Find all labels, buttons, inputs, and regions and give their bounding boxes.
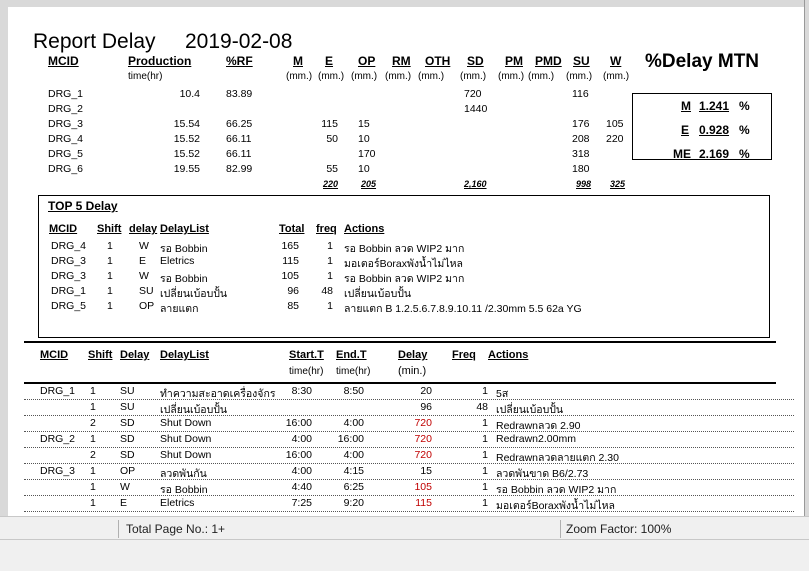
mtn-title: %Delay MTN <box>645 51 760 72</box>
top5-cell-actions: ลายแตก B 1.2.5.6.7.8.9.10.11 /2.30mm 5.5 62a YG <box>344 303 582 315</box>
top5-cell-total: 105 <box>281 270 299 282</box>
detail-cell-freq: 1 <box>482 449 488 461</box>
total-page-number: Total Page No.: 1+ <box>126 522 226 536</box>
col-pmd-unit: (mm.) <box>528 71 555 82</box>
mtn-box <box>632 93 772 160</box>
detail-cell-start: 8:30 <box>291 385 312 397</box>
top5-cell-delaylist: Eletrics <box>160 255 195 267</box>
status-bar <box>0 516 809 571</box>
summary-cell-op: 15 <box>358 118 370 130</box>
summary-cell-op: 10 <box>358 133 370 145</box>
report-page <box>8 7 805 516</box>
detail-cell-delaymin: 20 <box>420 385 432 397</box>
top5-cell-shift: 1 <box>107 240 113 252</box>
summary-cell-su: 116 <box>572 88 589 100</box>
detail-col-end-unit: time(hr) <box>336 366 371 377</box>
summary-cell-rf: 82.99 <box>226 163 253 175</box>
top5-col-delaylist: DelayList <box>160 223 209 235</box>
summary-cell-su: 208 <box>572 133 590 145</box>
detail-cell-delaylist: Shut Down <box>160 449 212 461</box>
detail-cell-delaymin: 720 <box>414 417 432 429</box>
detail-cell-delay: W <box>120 481 130 493</box>
top5-cell-delaylist: รอ Bobbin <box>160 273 208 285</box>
mtn-e-unit: % <box>739 123 750 137</box>
detail-col-shift: Shift <box>88 349 113 361</box>
col-su-unit: (mm.) <box>566 71 593 82</box>
detail-cell-delaymin: 96 <box>420 401 432 413</box>
top5-cell-actions: รอ Bobbin ลวด WIP2 มาก <box>344 243 465 255</box>
detail-cell-start: 7:25 <box>291 497 312 509</box>
top5-cell-delay: OP <box>139 300 155 312</box>
top5-cell-delay: W <box>139 240 149 252</box>
detail-cell-actions: รอ Bobbin ลวด WIP2 มาก <box>496 484 617 496</box>
col-production: Production <box>128 54 192 68</box>
detail-cell-delaylist: Shut Down <box>160 417 212 429</box>
detail-cell-start: 16:00 <box>285 449 312 461</box>
detail-cell-shift: 1 <box>90 385 96 397</box>
detail-cell-actions: มอเตอร์Boraxพังน้ำไม่ไหล <box>496 500 615 512</box>
table-row <box>24 464 794 480</box>
detail-cell-actions: Redrawnลวด 2.90 <box>496 420 581 432</box>
detail-cell-delay: SD <box>120 449 135 461</box>
status-bar-strip <box>0 516 809 540</box>
detail-cell-delaymin: 105 <box>414 481 432 493</box>
col-sd: SD <box>467 54 484 68</box>
detail-cell-delaylist: Eletrics <box>160 497 195 509</box>
summary-cell-sd: 1440 <box>464 103 488 115</box>
detail-cell-delaylist: ลวดพันกัน <box>160 468 207 480</box>
summary-cell-op: 10 <box>358 163 370 175</box>
top5-cell-delay: SU <box>139 285 154 297</box>
detail-cell-mcid: DRG_2 <box>40 433 76 445</box>
detail-cell-freq: 1 <box>482 465 488 477</box>
detail-col-delaymin-unit: (min.) <box>398 365 427 377</box>
detail-cell-end: 4:15 <box>343 465 364 477</box>
total-sd: 2,160 <box>464 179 487 189</box>
detail-cell-actions: 5ส <box>496 388 509 400</box>
top5-cell-total: 115 <box>282 255 299 267</box>
report-date: 2019-02-08 <box>185 30 293 53</box>
summary-cell-production: 15.54 <box>173 118 200 130</box>
top5-cell-freq: 1 <box>327 300 333 312</box>
summary-cell-mcid: DRG_1 <box>48 88 84 100</box>
mtn-m-label: M <box>681 99 691 113</box>
col-pm: PM <box>505 54 523 68</box>
detail-col-end: End.T <box>336 349 367 361</box>
detail-cell-actions: Redrawn2.00mm <box>496 433 576 445</box>
detail-cell-end: 6:25 <box>343 481 364 493</box>
summary-cell-e: 55 <box>326 163 338 175</box>
top5-col-mcid: MCID <box>49 223 78 235</box>
top5-cell-mcid: DRG_4 <box>51 240 87 252</box>
total-w: 325 <box>610 179 626 189</box>
top5-cell-freq: 1 <box>327 240 333 252</box>
table-row <box>24 496 794 512</box>
detail-cell-delay: SU <box>120 401 135 413</box>
detail-cell-freq: 48 <box>476 401 488 413</box>
top5-col-freq: freq <box>316 223 337 235</box>
summary-cell-mcid: DRG_5 <box>48 148 84 160</box>
detail-col-delaymin: Delay <box>398 349 428 361</box>
viewer-border <box>804 0 805 516</box>
detail-cell-delaylist: Shut Down <box>160 433 212 445</box>
detail-cell-delaylist: ทำความสะอาดเครื่องจักร <box>160 388 276 400</box>
detail-cell-freq: 1 <box>482 417 488 429</box>
col-sd-unit: (mm.) <box>460 71 487 82</box>
detail-cell-delaymin: 15 <box>420 465 432 477</box>
top5-cell-freq: 48 <box>321 285 333 297</box>
table-row <box>24 400 794 416</box>
mtn-e-value: 0.928 <box>699 123 730 137</box>
top5-cell-mcid: DRG_1 <box>51 285 87 297</box>
detail-cell-actions: เปลี่ยนเบ้อบปั้น <box>496 404 564 416</box>
detail-cell-delay: OP <box>120 465 136 477</box>
summary-cell-mcid: DRG_4 <box>48 133 84 145</box>
detail-cell-start: 4:00 <box>291 433 312 445</box>
col-e: E <box>325 54 334 68</box>
status-separator <box>118 520 119 538</box>
detail-cell-delaymin: 720 <box>414 449 432 461</box>
detail-cell-end: 4:00 <box>343 417 364 429</box>
summary-cell-mcid: DRG_2 <box>48 103 84 115</box>
summary-cell-mcid: DRG_3 <box>48 118 84 130</box>
mtn-m-value: 1.241 <box>699 99 730 113</box>
row-divider <box>24 511 794 512</box>
summary-cell-su: 180 <box>572 163 590 175</box>
summary-cell-production: 10.4 <box>179 88 200 100</box>
top5-cell-delaylist: เปลี่ยนเบ้อบปั้น <box>160 288 228 300</box>
top5-cell-shift: 1 <box>107 285 113 297</box>
col-rm: RM <box>392 54 411 68</box>
detail-cell-shift: 1 <box>90 465 96 477</box>
top5-cell-actions: มอเตอร์Boraxพังน้ำไม่ไหล <box>344 258 463 270</box>
summary-cell-rf: 83.89 <box>226 88 253 100</box>
zoom-factor: Zoom Factor: 100% <box>566 522 672 536</box>
top5-cell-delaylist: รอ Bobbin <box>160 243 208 255</box>
detail-cell-freq: 1 <box>482 385 488 397</box>
detail-cell-end: 8:50 <box>343 385 364 397</box>
summary-cell-w: 220 <box>606 133 624 145</box>
detail-col-delay: Delay <box>120 349 150 361</box>
detail-cell-delaylist: รอ Bobbin <box>160 484 208 496</box>
col-w: W <box>610 54 622 68</box>
col-rf: %RF <box>226 54 253 68</box>
top5-cell-actions: รอ Bobbin ลวด WIP2 มาก <box>344 273 465 285</box>
summary-cell-rf: 66.11 <box>226 133 252 145</box>
summary-cell-production: 15.52 <box>173 148 200 160</box>
top5-cell-delaylist: ลายแตก <box>160 303 199 315</box>
summary-cell-su: 176 <box>572 118 590 130</box>
detail-cell-delay: SU <box>120 385 135 397</box>
table-row <box>24 384 794 400</box>
top5-cell-delay: W <box>139 270 149 282</box>
mtn-me-label: ME <box>673 147 691 161</box>
detail-cell-start: 16:00 <box>285 417 312 429</box>
top5-cell-mcid: DRG_5 <box>51 300 87 312</box>
col-mcid: MCID <box>48 54 79 68</box>
detail-cell-freq: 1 <box>482 433 488 445</box>
detail-cell-actions: ลวดพันขาด B6/2.73 <box>496 468 589 480</box>
mtn-m-unit: % <box>739 99 750 113</box>
total-su: 998 <box>576 179 592 189</box>
detail-cell-delay: SD <box>120 417 135 429</box>
report-title: Report Delay <box>33 30 156 53</box>
detail-cell-delaylist: เปลี่ยนเบ้อบปั้น <box>160 404 228 416</box>
table-row <box>24 448 794 464</box>
col-e-unit: (mm.) <box>318 71 345 82</box>
detail-cell-start: 4:00 <box>291 465 312 477</box>
col-m: M <box>293 54 303 68</box>
detail-cell-freq: 1 <box>482 481 488 493</box>
status-separator <box>560 520 561 538</box>
section-divider <box>24 341 776 343</box>
top5-cell-shift: 1 <box>107 255 113 267</box>
summary-cell-production: 19.55 <box>173 163 200 175</box>
top5-cell-mcid: DRG_3 <box>51 270 87 282</box>
top5-cell-freq: 1 <box>327 255 333 267</box>
col-production-unit: time(hr) <box>128 71 163 82</box>
top5-cell-freq: 1 <box>327 270 333 282</box>
top5-cell-shift: 1 <box>107 270 113 282</box>
detail-col-freq: Freq <box>452 349 476 361</box>
col-rm-unit: (mm.) <box>385 71 412 82</box>
col-oth: OTH <box>425 54 451 68</box>
detail-cell-freq: 1 <box>482 497 488 509</box>
detail-col-mcid: MCID <box>40 349 69 361</box>
detail-cell-start: 4:40 <box>291 481 312 493</box>
detail-cell-shift: 1 <box>90 481 96 493</box>
detail-cell-actions: Redrawnลวดลายแตก 2.30 <box>496 452 619 464</box>
summary-cell-rf: 66.25 <box>226 118 253 130</box>
top5-cell-total: 96 <box>287 285 299 297</box>
summary-cell-e: 115 <box>321 118 338 130</box>
detail-col-start: Start.T <box>289 349 324 361</box>
top5-cell-delay: E <box>139 255 147 267</box>
col-m-unit: (mm.) <box>286 71 313 82</box>
col-op-unit: (mm.) <box>351 71 378 82</box>
detail-cell-shift: 1 <box>90 401 96 413</box>
col-su: SU <box>573 54 590 68</box>
mtn-e-label: E <box>681 123 690 137</box>
mtn-me-value: 2.169 <box>699 147 730 161</box>
detail-cell-shift: 2 <box>90 449 96 461</box>
top5-title: TOP 5 Delay <box>48 199 118 213</box>
detail-cell-delaymin: 720 <box>414 433 432 445</box>
detail-cell-shift: 1 <box>90 433 96 445</box>
detail-cell-mcid: DRG_1 <box>40 385 76 397</box>
top5-cell-shift: 1 <box>107 300 113 312</box>
table-row <box>24 480 794 496</box>
col-pmd: PMD <box>535 54 562 68</box>
summary-cell-su: 318 <box>572 148 590 160</box>
col-op: OP <box>358 54 376 68</box>
detail-cell-delay: SD <box>120 433 135 445</box>
summary-cell-rf: 66.11 <box>226 148 252 160</box>
top5-col-delay: delay <box>129 223 158 235</box>
total-op: 205 <box>361 179 377 189</box>
col-w-unit: (mm.) <box>603 71 630 82</box>
detail-cell-delaymin: 115 <box>415 497 432 509</box>
detail-cell-delay: E <box>120 497 128 509</box>
detail-cell-end: 9:20 <box>343 497 364 509</box>
detail-cell-shift: 2 <box>90 417 96 429</box>
summary-cell-op: 170 <box>358 148 376 160</box>
summary-cell-w: 105 <box>606 118 624 130</box>
top5-cell-total: 85 <box>287 300 299 312</box>
summary-cell-mcid: DRG_6 <box>48 163 84 175</box>
mtn-me-unit: % <box>739 147 750 161</box>
detail-col-delaylist: DelayList <box>160 349 209 361</box>
col-pm-unit: (mm.) <box>498 71 525 82</box>
summary-cell-production: 15.52 <box>173 133 200 145</box>
top5-cell-total: 165 <box>281 240 299 252</box>
detail-col-start-unit: time(hr) <box>289 366 324 377</box>
table-row <box>24 432 794 448</box>
summary-cell-e: 50 <box>326 133 338 145</box>
top5-col-shift: Shift <box>97 223 122 235</box>
top5-box <box>38 195 770 338</box>
summary-cell-sd: 720 <box>464 88 482 100</box>
top5-cell-actions: เปลี่ยนเบ้อบปั้น <box>344 288 412 300</box>
top5-col-actions: Actions <box>344 223 385 235</box>
detail-cell-end: 16:00 <box>337 433 364 445</box>
total-e: 220 <box>323 179 339 189</box>
top5-cell-mcid: DRG_3 <box>51 255 87 267</box>
col-oth-unit: (mm.) <box>418 71 445 82</box>
detail-col-actions: Actions <box>488 349 529 361</box>
detail-cell-shift: 1 <box>90 497 96 509</box>
detail-cell-end: 4:00 <box>343 449 364 461</box>
detail-cell-mcid: DRG_3 <box>40 465 76 477</box>
top5-col-total: Total <box>279 223 305 235</box>
table-row <box>24 416 794 432</box>
